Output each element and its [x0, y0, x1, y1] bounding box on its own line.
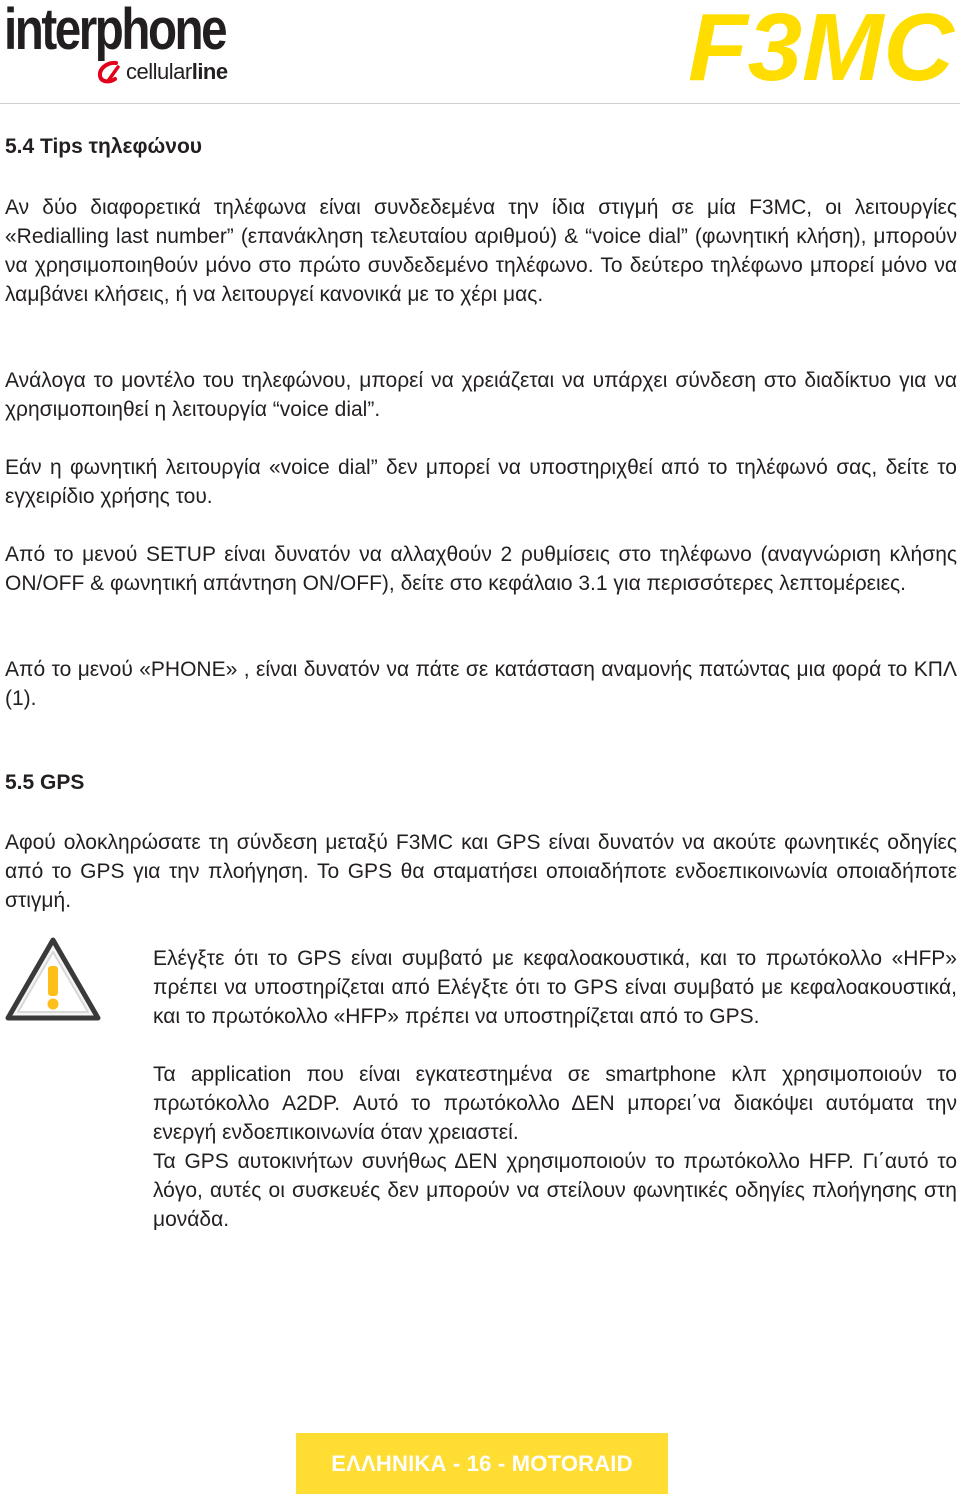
page-footer: [296, 1433, 668, 1494]
tips-paragraph-2: Ανάλογα το μοντέλο του τηλεφώνου, μπορεί να χρειάζεται να υπάρχει σύνδεση στο διαδίκτυο για να χρησιμοποιηθεί η λειτουργία “voice dial”.: [5, 369, 957, 421]
tips-paragraph-4: Από το μενού SETUP είναι δυνατόν να αλλαχθούν 2 ρυθμίσεις στο τηλέφωνο (αναγνώριση κλήσης ON/OFF & φωνητική απάντηση ON/OFF), δείτε στο κεφάλαιο 3.1 για περισσότερες λεπτομέρειες.: [5, 543, 957, 595]
sub-brand-logo: [96, 58, 228, 86]
section-heading-tips: 5.4 Tips τηλεφώνου: [5, 135, 202, 158]
warning-line-3: Τα GPS αυτοκινήτων συνήθως ΔΕΝ χρησιμοποιούν το πρωτόκολλο HFP. Γι΄αυτό το λόγο, αυτές οι συσκευές δεν μπορούν να στείλουν φωνητικές οδηγίες πλοήγησης στη μονάδα.: [153, 1150, 957, 1231]
brand-logo-text: interphone: [4, 0, 226, 62]
page-header: [0, 0, 960, 104]
tips-paragraph-1: Αν δύο διαφορετικά τηλέφωνα είναι συνδεδεμένα την ίδια στιγμή σε μία F3MC, οι λειτουργίες «Redialling last number” (επανάκληση τελευταίου αριθμού) & “voice dial” (φωνητική κλήση), μπορούν να χρησιμοποιηθούν μόνο στο πρώτο συνδεδεμένο τηλέφωνο. Το δεύτερο τηλέφωνο μπορεί μόνο να λαμβάνει κλήσεις, ή να λειτουργεί κανονικά με το χέρι μας.: [5, 196, 957, 306]
model-logo: [688, 4, 958, 86]
warning-line-1: Ελέγξτε ότι το GPS είναι συμβατό με κεφαλοακουστικά, και το πρωτόκολλο «HFP» πρέπει να υποστηρίζεται από Ελέγξτε ότι το GPS είναι συμβατό με κεφαλοακουστικά, και το πρωτόκολλο «HFP» πρέπει να υποστηρίζεται από το GPS.: [153, 947, 957, 1028]
sub-brand-bold: line: [191, 59, 228, 84]
model-logo-text: F3MC: [688, 4, 956, 86]
sub-brand-text: [126, 59, 228, 85]
header-divider: [0, 103, 960, 104]
tips-paragraph-5: Από το μενού «PHONE» , είναι δυνατόν να πάτε σε κατάσταση αναμονής πατώντας μια φορά το ΚΠΛ (1).: [5, 658, 957, 710]
footer-page-label: ΕΛΛΗΝΙΚΑ - 16 - MOTORAID: [331, 1450, 633, 1476]
warning-triangle-icon: [4, 936, 102, 1024]
warning-line-2: Τα application που είναι εγκατεστημένα σε smartphone κλπ χρησιμοποιούν το πρωτόκολλο A2DP. Αυτό το πρωτόκολλο ΔΕΝ μπορει΄να διακόψει αυτόματα την ενεργή ενδοεπικοινωνία όταν χρειαστεί.: [153, 1063, 957, 1144]
sub-brand-light: cellular: [126, 59, 192, 84]
gps-paragraph: Αφού ολοκληρώσατε τη σύνδεση μεταξύ F3MC και GPS είναι δυνατόν να ακούτε φωνητικές οδηγίες από το GPS για την πλοήγηση. Το GPS θα σταματήσει οποιαδήποτε ενδοεπικοινωνία οποιαδήποτε στιγμή.: [5, 831, 957, 912]
tips-paragraph-3: Εάν η φωνητική λειτουργία «voice dial” δεν μπορεί να υποστηριχθεί από το τηλέφωνό σας, δείτε το εγχειρίδιο χρήσης του.: [5, 456, 957, 508]
section-heading-gps: 5.5 GPS: [5, 771, 85, 794]
cellularline-swoosh-icon: [96, 59, 122, 85]
